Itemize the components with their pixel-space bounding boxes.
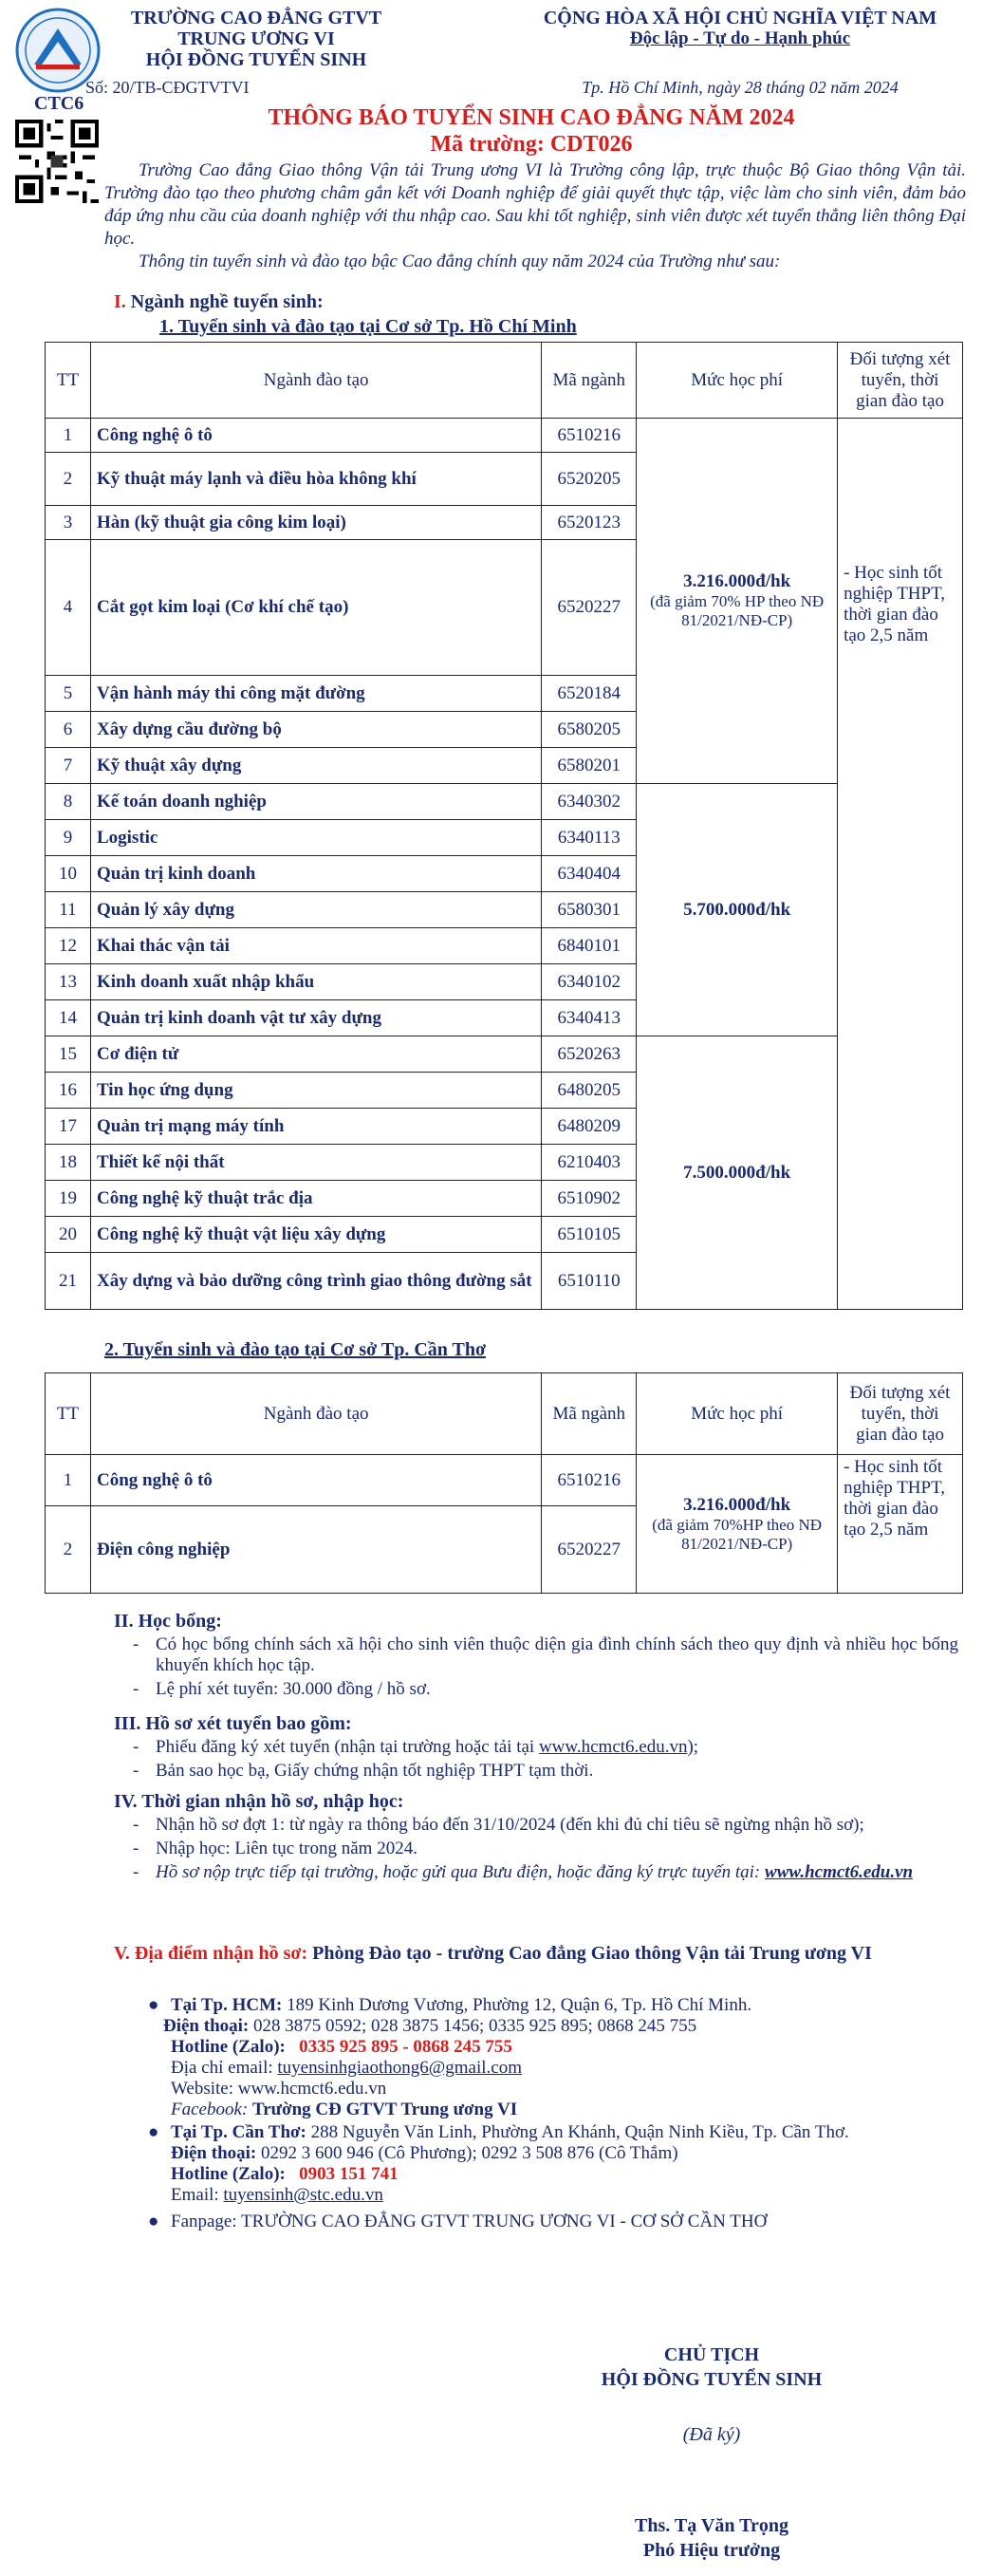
phone-label: Điện thoại: [163, 2016, 250, 2036]
row-code: 6480209 [542, 1109, 637, 1145]
timeline-list [114, 1815, 958, 1886]
hcm-website: Website: www.hcmct6.edu.vn [171, 2079, 387, 2099]
section-text: Phòng Đào tạo - trường Cao đẳng Giao thông Vận tải Trung ương VI [312, 1943, 872, 1964]
row-tt: 2 [46, 453, 91, 506]
header-code: Mã ngành [542, 343, 637, 419]
header-tt: TT [46, 1373, 91, 1455]
school-name-line1: TRƯỜNG CAO ĐẲNG GTVT [130, 8, 382, 28]
fee-cell-1 [637, 419, 838, 784]
fee-value: 3.216.000đ/hk [683, 571, 791, 591]
school-name-line2: TRUNG ƯƠNG VI [177, 28, 335, 49]
fanpage: ● Fanpage: TRƯỜNG CAO ĐẲNG GTVT TRUNG ƯƠNG VI - CƠ SỞ CẦN THƠ [148, 2212, 768, 2231]
row-major: Cơ điện tử [90, 1036, 541, 1073]
row-code: 6520227 [542, 1506, 637, 1594]
majors-table-hcm [45, 342, 963, 1310]
row-tt: 20 [46, 1217, 91, 1253]
signer [569, 2513, 854, 2563]
row-tt: 3 [46, 506, 91, 540]
signer-name: Ths. Tạ Văn Trọng [635, 2515, 788, 2536]
hcm-phone [114, 2016, 958, 2037]
header-fee: Mức học phí [637, 343, 838, 419]
row-major: Kỹ thuật máy lạnh và điều hòa không khí [90, 453, 541, 506]
row-code: 6520184 [542, 676, 637, 712]
row-code: 6840101 [542, 928, 637, 964]
facebook-value: Trường CĐ GTVT Trung ương VI [251, 2100, 518, 2119]
row-tt: 6 [46, 712, 91, 748]
row-tt: 9 [46, 820, 91, 856]
row-major: Kế toán doanh nghiệp [90, 784, 541, 820]
row-tt: 10 [46, 856, 91, 892]
location-address: 288 Nguyễn Văn Linh, Phường An Khánh, Quận Ninh Kiều, Tp. Cần Thơ. [310, 2122, 849, 2142]
section-4-heading [114, 1790, 403, 1813]
ct-hotline [114, 2164, 958, 2185]
list-item [114, 1737, 958, 1758]
row-code: 6210403 [542, 1145, 637, 1181]
row-major: Quản lý xây dựng [90, 892, 541, 928]
section-number: I. [114, 291, 126, 312]
row-tt: 21 [46, 1253, 91, 1310]
row-major: Cắt gọt kim loại (Cơ khí chế tạo) [90, 540, 541, 676]
subsection-2-heading: 2. Tuyển sinh và đào tạo tại Cơ sở Tp. Cần Thơ [104, 1339, 487, 1360]
email-label: Địa chỉ email: [171, 2058, 278, 2078]
table-row [46, 1036, 963, 1073]
list-item: - Bản sao học bạ, Giấy chứng nhận tốt nghiệp THPT tạm thời. [114, 1761, 958, 1782]
row-major: Hàn (kỹ thuật gia công kim loại) [90, 506, 541, 540]
section-number: III. [114, 1713, 141, 1734]
row-tt: 12 [46, 928, 91, 964]
row-code: 6510110 [542, 1253, 637, 1310]
header-code: Mã ngành [542, 1373, 637, 1455]
row-major: Công nghệ kỹ thuật vật liệu xây dựng [90, 1217, 541, 1253]
row-major: Quản trị kinh doanh [90, 856, 541, 892]
row-major: Công nghệ kỹ thuật trắc địa [90, 1181, 541, 1217]
fee-cell [637, 1455, 838, 1594]
row-major: Logistic [90, 820, 541, 856]
section-label: Hồ sơ xét tuyển bao gồm: [145, 1713, 352, 1734]
documents-list [114, 1737, 958, 1784]
row-tt: 5 [46, 676, 91, 712]
header-fee: Mức học phí [637, 1373, 838, 1455]
hcm-facebook [114, 2100, 958, 2120]
row-code: 6340413 [542, 1000, 637, 1036]
signer-position: Phó Hiệu trưởng [642, 2540, 781, 2561]
row-major: Điện công nghiệp [90, 1506, 541, 1594]
row-major: Tin học ứng dụng [90, 1073, 541, 1109]
email-link[interactable]: tuyensinh@stc.edu.vn [223, 2185, 383, 2205]
row-major: Quản trị kinh doanh vật tư xây dựng [90, 1000, 541, 1036]
website-link[interactable]: www.hcmct6.edu.vn [765, 1862, 914, 1882]
section-label: Địa điểm nhận hồ sơ: [134, 1943, 308, 1964]
row-code: 6520123 [542, 506, 637, 540]
row-code: 6520263 [542, 1036, 637, 1073]
row-major: Khai thác vận tải [90, 928, 541, 964]
intro [104, 159, 966, 273]
school-header [114, 8, 399, 70]
intro-paragraph-2: Thông tin tuyển sinh và đào tạo bậc Cao đẳng chính quy năm 2024 của Trường như sau: [139, 252, 781, 271]
ct-email [114, 2185, 958, 2206]
hotline-value: 0903 151 741 [299, 2164, 399, 2184]
header-major: Ngành đào tạo [90, 1373, 541, 1455]
section-label: Thời gian nhận hồ sơ, nhập học: [141, 1791, 404, 1812]
list-item: - Nhập học: Liên tục trong năm 2024. [114, 1839, 958, 1859]
section-number: V. [114, 1943, 130, 1964]
place-date: Tp. Hồ Chí Minh, ngày 28 tháng 02 năm 2024 [582, 78, 899, 97]
item-text-end: ); [687, 1737, 699, 1757]
email-label: Email: [171, 2185, 224, 2205]
header-major: Ngành đào tạo [90, 343, 541, 419]
row-tt: 11 [46, 892, 91, 928]
row-code: 6580201 [542, 748, 637, 784]
intro-paragraph-1: Trường Cao đẳng Giao thông Vận tải Trung ương VI là Trường công lập, trực thuộc Bộ Giao thông Vận tải. Trường đào tạo theo phương châm gắn kết với Doanh nghiệp để giải quyết thực tập, việc làm cho sinh viên, đảm bảo đáp ứng nhu cầu của doanh nghiệp với thu nhập cao. Sau khi tốt nghiệp, sinh viên được xét tuyển thẳng liên thông Đại học. [104, 160, 966, 249]
row-major: Xây dựng cầu đường bộ [90, 712, 541, 748]
row-code: 6340102 [542, 964, 637, 1000]
list-item: - Lệ phí xét tuyển: 30.000 đồng / hồ sơ. [114, 1679, 958, 1700]
row-code: 6510902 [542, 1181, 637, 1217]
row-tt: 1 [46, 1455, 91, 1506]
section-number: II. [114, 1611, 134, 1632]
phone-label: Điện thoại: [171, 2143, 257, 2163]
row-major: Công nghệ ô tô [90, 1455, 541, 1506]
fee-value: 5.700.000đ/hk [683, 899, 791, 920]
fee-note: (đã giảm 70%HP theo NĐ 81/2021/NĐ-CP) [652, 1515, 823, 1553]
row-major: Thiết kế nội thất [90, 1145, 541, 1181]
nation-name: CỘNG HÒA XÃ HỘI CHỦ NGHĨA VIỆT NAM [543, 8, 937, 28]
location-label: Tại Tp. Cần Thơ: [171, 2122, 306, 2142]
main-title: THÔNG BÁO TUYỂN SINH CAO ĐẲNG NĂM 2024 [268, 105, 795, 130]
row-major: Kỹ thuật xây dựng [90, 748, 541, 784]
list-item: - Nhận hồ sơ đợt 1: từ ngày ra thông báo đến 31/10/2024 (đến khi đủ chỉ tiêu sẽ ngừng nhận hồ sơ); [114, 1815, 958, 1836]
ct-phone [114, 2143, 958, 2164]
row-tt: 16 [46, 1073, 91, 1109]
row-tt: 7 [46, 748, 91, 784]
row-major: Công nghệ ô tô [90, 419, 541, 453]
row-tt: 8 [46, 784, 91, 820]
phone-value: 028 3875 0592; 028 3875 1456; 0335 925 895; 0868 245 755 [253, 2016, 697, 2036]
qr-code [15, 120, 99, 203]
doc-number: Số: 20/TB-CĐGTVTVI [85, 78, 250, 97]
section-number: IV. [114, 1791, 138, 1812]
section-2-heading [114, 1610, 222, 1633]
email-link[interactable]: tuyensinhgiaothong6@gmail.com [277, 2058, 522, 2078]
row-tt: 13 [46, 964, 91, 1000]
fee-value: 3.216.000đ/hk [683, 1494, 791, 1515]
row-major: Quản trị mạng máy tính [90, 1109, 541, 1145]
hotline-label: Hotline (Zalo): [171, 2164, 286, 2184]
header-tt: TT [46, 343, 91, 419]
list-item: - Có học bổng chính sách xã hội cho sinh viên thuộc diện gia đình chính sách theo quy định và nhiều học bổng khuyến khích học tập. [114, 1634, 958, 1676]
row-tt: 18 [46, 1145, 91, 1181]
section-label: Học bổng: [138, 1611, 222, 1632]
council-name: HỘI ĐỒNG TUYỂN SINH [145, 49, 367, 70]
section-1-heading [114, 290, 324, 313]
school-code: Mã trường: CDT026 [430, 132, 633, 157]
row-tt: 15 [46, 1036, 91, 1073]
row-code: 6340113 [542, 820, 637, 856]
table-row [46, 1455, 963, 1506]
row-tt: 1 [46, 419, 91, 453]
list-item [114, 1862, 958, 1883]
row-major: Vận hành máy thi công mặt đường [90, 676, 541, 712]
hotline-label: Hotline (Zalo): [171, 2037, 286, 2057]
section-3-heading [114, 1712, 352, 1735]
row-code: 6580205 [542, 712, 637, 748]
table-header-row [46, 1373, 963, 1455]
location-cantho: ● Tại Tp. Cần Thơ: 288 Nguyễn Văn Linh, Phường An Khánh, Quận Ninh Kiều, Tp. Cần Thơ. [148, 2122, 849, 2142]
hcm-email [114, 2058, 958, 2079]
row-code: 6510216 [542, 419, 637, 453]
header-target: Đối tượng xét tuyển, thời gian đào tạo [838, 343, 963, 419]
fee-cell-2 [637, 784, 838, 1036]
target-cell [838, 1455, 963, 1594]
hcm-hotline [114, 2037, 958, 2058]
row-code: 6520205 [542, 453, 637, 506]
location-hcm: ● Tại Tp. HCM: 189 Kinh Dương Vương, Phường 12, Quận 6, Tp. Hồ Chí Minh. [148, 1995, 752, 2015]
row-tt: 2 [46, 1506, 91, 1594]
row-major: Kinh doanh xuất nhập khẩu [90, 964, 541, 1000]
fee-cell-3 [637, 1036, 838, 1310]
row-code: 6480205 [542, 1073, 637, 1109]
subsection-1-heading: 1. Tuyển sinh và đào tạo tại Cơ sở Tp. Hồ Chí Minh [159, 316, 577, 337]
row-code: 6580301 [542, 892, 637, 928]
row-code: 6510216 [542, 1455, 637, 1506]
target-cell [838, 419, 963, 1310]
website-link[interactable]: www.hcmct6.edu.vn [538, 1737, 688, 1757]
signature-block [569, 2343, 854, 2392]
row-tt: 19 [46, 1181, 91, 1217]
facebook-label: Facebook: [171, 2100, 249, 2119]
row-tt: 17 [46, 1109, 91, 1145]
item-text: Hồ sơ nộp trực tiếp tại trường, hoặc gửi qua Bưu điện, hoặc đăng ký trực tuyến tại: [156, 1862, 766, 1882]
target-text: - Học sinh tốt nghiệp THPT, thời gian đào tạo 2,5 năm [844, 1457, 946, 1540]
signed-note: (Đã ký) [682, 2424, 741, 2445]
phone-value: 0292 3 600 946 (Cô Phương); 0292 3 508 876 (Cô Thắm) [261, 2143, 678, 2163]
row-code: 6340404 [542, 856, 637, 892]
fee-value: 7.500.000đ/hk [683, 1162, 791, 1183]
logo-label: CTC6 [34, 93, 84, 114]
row-tt: 4 [46, 540, 91, 676]
row-major: Xây dựng và bảo dưỡng công trình giao thông đường sắt [90, 1253, 541, 1310]
majors-table-cantho [45, 1372, 963, 1594]
signer-role-1: CHỦ TỊCH [663, 2344, 760, 2365]
table-header-row [46, 343, 963, 419]
row-code: 6340302 [542, 784, 637, 820]
page-title [104, 104, 958, 158]
table-row [46, 784, 963, 820]
section-5-heading [114, 1942, 958, 1965]
location-label: Tại Tp. HCM: [171, 1995, 283, 2015]
scholarship-list [114, 1634, 958, 1703]
locations [114, 1995, 958, 2232]
row-tt: 14 [46, 1000, 91, 1036]
nation-motto: Độc lập - Tự do - Hạnh phúc [629, 28, 851, 48]
nation-header [512, 8, 968, 49]
header-target: Đối tượng xét tuyển, thời gian đào tạo [838, 1373, 963, 1455]
section-label: Ngành nghề tuyển sinh: [130, 291, 324, 312]
row-code: 6510105 [542, 1217, 637, 1253]
row-code: 6520227 [542, 540, 637, 676]
signer-role-2: HỘI ĐỒNG TUYỂN SINH [601, 2369, 823, 2390]
table-row [46, 419, 963, 453]
hotline-value: 0335 925 895 - 0868 245 755 [299, 2037, 512, 2057]
item-text: Phiếu đăng ký xét tuyển (nhận tại trường hoặc tải tại [156, 1737, 539, 1757]
target-text: - Học sinh tốt nghiệp THPT, thời gian đào tạo 2,5 năm [844, 563, 946, 645]
location-address: 189 Kinh Dương Vương, Phường 12, Quận 6, Tp. Hồ Chí Minh. [287, 1995, 752, 2015]
fee-note: (đã giảm 70% HP theo NĐ 81/2021/NĐ-CP) [650, 592, 825, 629]
fanpage-text: Fanpage: TRƯỜNG CAO ĐẲNG GTVT TRUNG ƯƠNG VI - CƠ SỞ CẦN THƠ [171, 2212, 768, 2231]
